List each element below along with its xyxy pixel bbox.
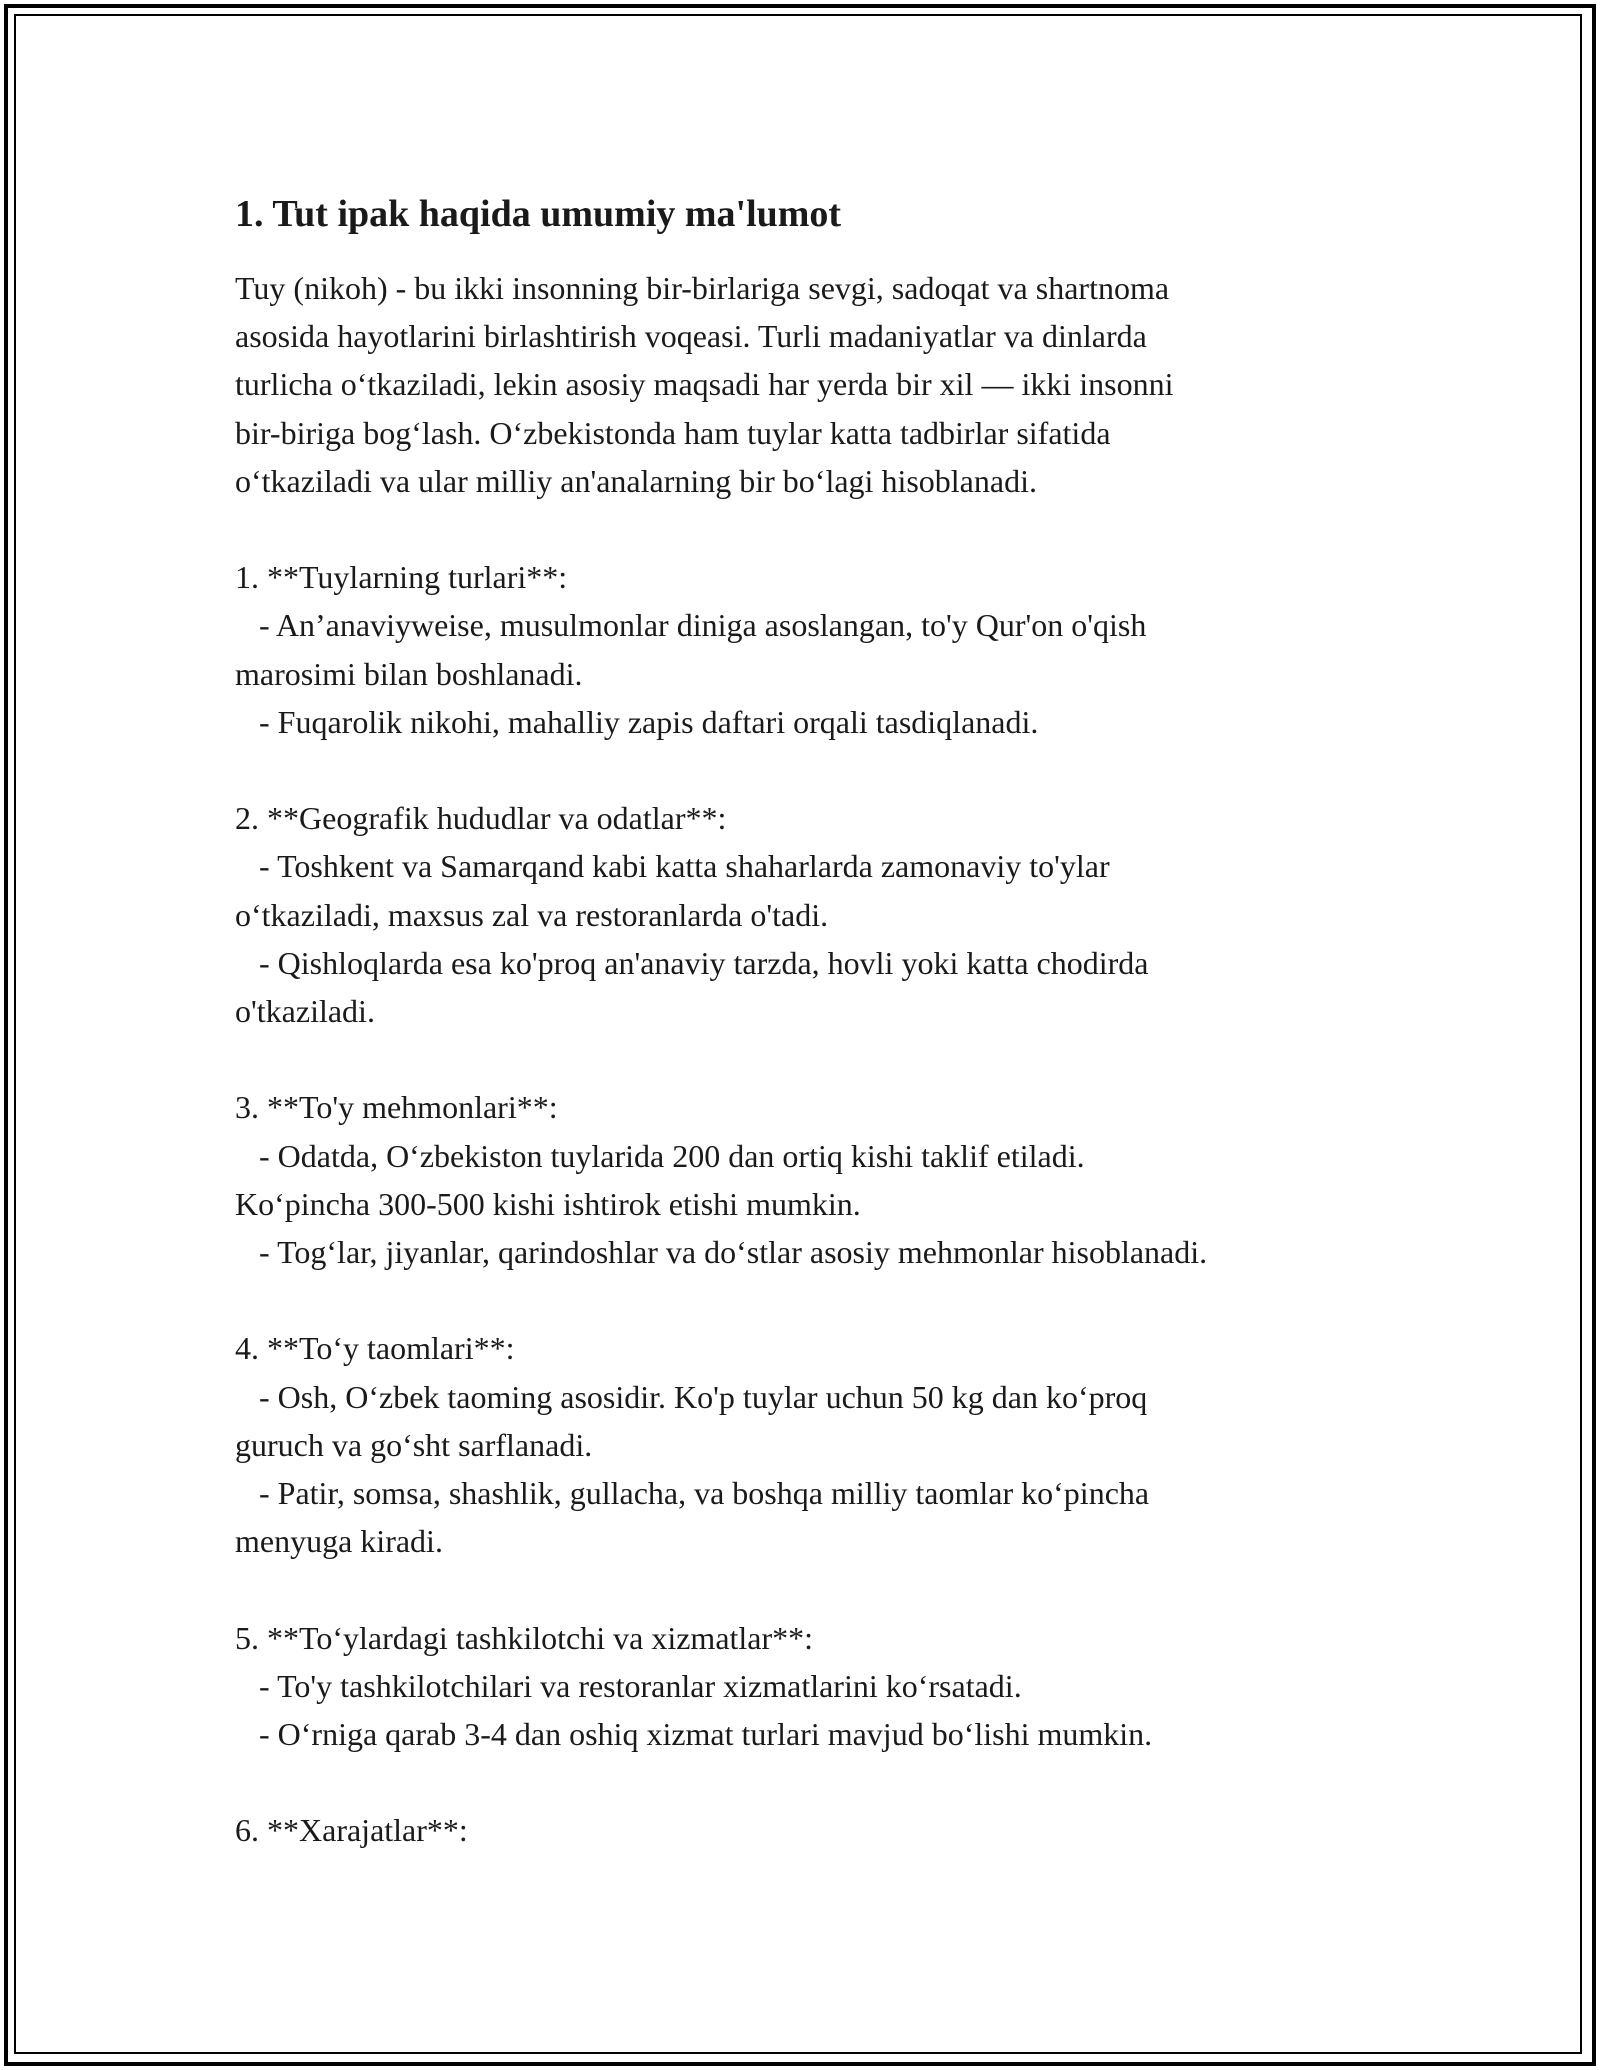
- section-line: - Osh, Oʻzbek taoming asosidir. Ko'p tuylar uchun 50 kg dan koʻproq: [235, 1378, 1148, 1415]
- section-line: - An’anaviyweise, musulmonlar diniga asoslangan, to'y Qur'on o'qish: [235, 607, 1147, 644]
- intro-paragraph: [235, 264, 1415, 505]
- section-title: 6. **Xarajatlar**:: [235, 1812, 468, 1849]
- section-title: 1. **Tuylarning turlari**:: [235, 559, 568, 596]
- section-line: - To'y tashkilotchilari va restoranlar xizmatlarini koʻrsatadi.: [235, 1667, 1022, 1704]
- section-line: - Toshkent va Samarqand kabi katta shaharlarda zamonaviy to'ylar: [235, 848, 1110, 885]
- section-title: 5. **Toʻylardagi tashkilotchi va xizmatlar**:: [235, 1619, 814, 1656]
- section-wedding-guests: [235, 1083, 1415, 1276]
- intro-line: Tuy (nikoh) - bu ikki insonning bir-birlariga sevgi, sadoqat va shartnoma: [235, 270, 1170, 306]
- section-line: guruch va goʻsht sarflanadi.: [235, 1426, 593, 1463]
- section-line: - Patir, somsa, shashlik, gullacha, va boshqa milliy taomlar koʻpincha: [235, 1475, 1150, 1512]
- section-line: oʻtkaziladi, maxsus zal va restoranlarda o'tadi.: [235, 896, 829, 933]
- section-line: - Odatda, Oʻzbekiston tuylarida 200 dan ortiq kishi taklif etiladi.: [235, 1137, 1085, 1174]
- section-title: 3. **To'y mehmonlari**:: [235, 1089, 558, 1126]
- section-wedding-food: [235, 1324, 1415, 1565]
- section-expenses: [235, 1806, 1415, 1854]
- section-line: o'tkaziladi.: [235, 993, 375, 1030]
- section-line: - Qishloqlarda esa ko'proq an'anaviy tarzda, hovli yoki katta chodirda: [235, 944, 1149, 981]
- section-line: marosimi bilan boshlanadi.: [235, 655, 583, 692]
- section-line: menyuga kiradi.: [235, 1523, 443, 1560]
- section-wedding-types: [235, 553, 1415, 746]
- section-geography-customs: [235, 794, 1415, 1035]
- intro-line: oʻtkaziladi va ular milliy an'analarning bir boʻlagi hisoblanadi.: [235, 462, 1037, 499]
- section-line: - Togʻlar, jiyanlar, qarindoshlar va doʻstlar asosiy mehmonlar hisoblanadi.: [235, 1234, 1208, 1271]
- section-line: - Oʻrniga qarab 3-4 dan oshiq xizmat turlari mavjud boʻlishi mumkin.: [235, 1716, 1153, 1753]
- document-heading: 1. Tut ipak haqida umumiy ma'lumot: [235, 193, 842, 235]
- section-line: - Fuqarolik nikohi, mahalliy zapis daftari orqali tasdiqlanadi.: [235, 703, 1039, 740]
- intro-line: asosida hayotlarini birlashtirish voqeasi. Turli madaniyatlar va dinlarda: [235, 318, 1147, 355]
- section-organizers-services: [235, 1614, 1415, 1759]
- section-title: 4. **Toʻy taomlari**:: [235, 1330, 515, 1367]
- section-title: 2. **Geografik hududlar va odatlar**:: [235, 800, 727, 837]
- section-line: Koʻpincha 300-500 kishi ishtirok etishi mumkin.: [235, 1185, 861, 1222]
- document-page: [235, 190, 1415, 1855]
- intro-line: bir-biriga bogʻlash. Oʻzbekistonda ham tuylar katta tadbirlar sifatida: [235, 414, 1111, 451]
- intro-line: turlicha oʻtkaziladi, lekin asosiy maqsadi har yerda bir xil — ikki insonni: [235, 366, 1174, 403]
